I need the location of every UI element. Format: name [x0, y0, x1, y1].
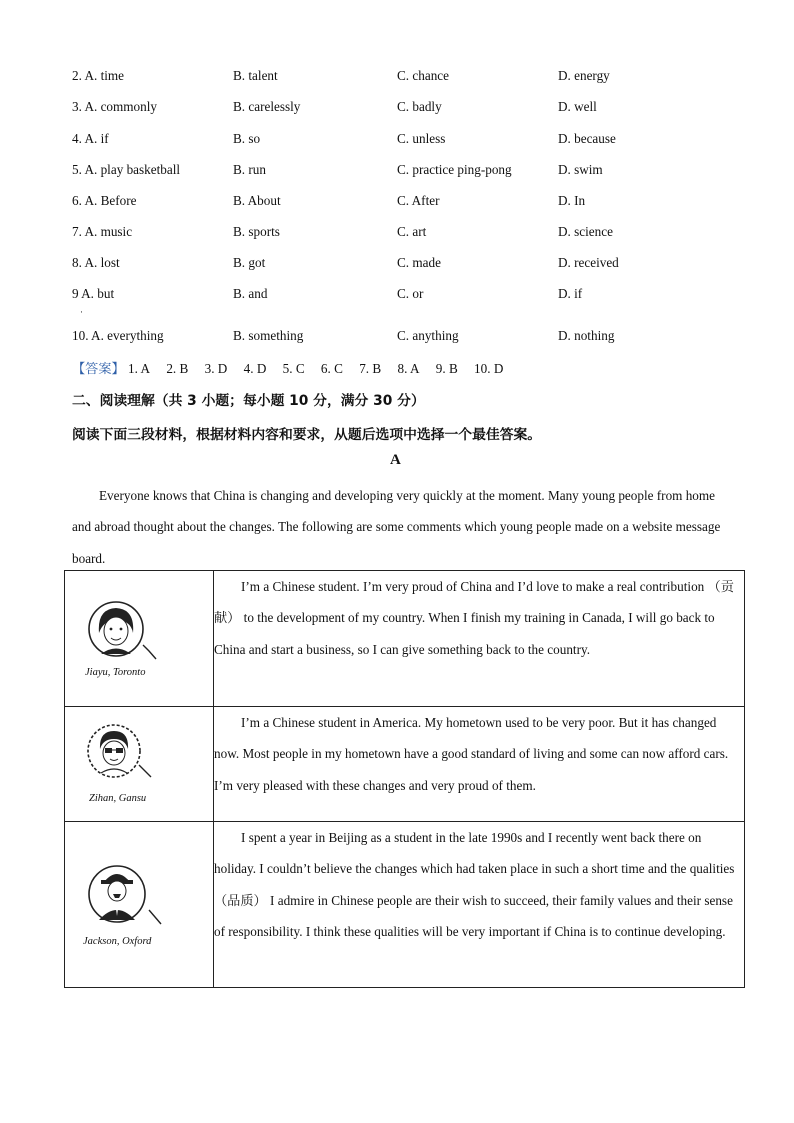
- question-row: 5. A. play basketball B. run C. practice ping-pong D. swim: [72, 162, 603, 177]
- comment-text: I’m a Chinese student. I’m very proud of China and I’d love to make a real contribution （贡献） to the development of my country. When I finish my training in Canada, I will go back to China and start a business, so I can give something back to the country.: [214, 571, 745, 707]
- avatar-caption: Jiayu, Toronto: [85, 667, 146, 678]
- option-d: D. swim: [558, 162, 603, 177]
- option-c: C. anything: [397, 328, 459, 343]
- option-b: B. About: [233, 193, 281, 208]
- answer-item: 1. A: [128, 361, 151, 376]
- option-b: B. something: [233, 328, 304, 343]
- avatar: [81, 860, 171, 945]
- table-row: [65, 707, 745, 822]
- option-d: D. energy: [558, 68, 610, 83]
- man-avatar-icon: [81, 860, 171, 940]
- option-d: D. because: [558, 131, 616, 146]
- avatar-cell: [65, 822, 214, 988]
- passage-intro: Everyone knows that China is changing and developing very quickly at the moment. Many young people from home and abroad thought about the changes. The following are some comments which young people made on a website message board.: [72, 488, 721, 566]
- option-c: C. unless: [397, 131, 446, 146]
- question-row: 6. A. Before B. About C. After D. In: [72, 193, 586, 208]
- avatar: [81, 599, 171, 674]
- question-row: 4. A. if B. so C. unless D. because: [72, 131, 616, 146]
- answer-item: 9. B: [435, 361, 458, 376]
- option-b: B. and: [233, 286, 268, 301]
- question-row: 10. A. everything B. something C. anything D. nothing: [72, 328, 615, 343]
- passage-label: A: [390, 452, 401, 468]
- comment-text: I spent a year in Beijing as a student in the late 1990s and I recently went back there on holiday. I couldn’t believe the changes which had taken place in such a short time and the qualities （品质） I admire in Chinese people are their wish to succeed, their family values and their sense of responsibility. I think these qualities will be very important if China is to continue developing.: [214, 822, 745, 988]
- answer-item: 5. C: [282, 361, 305, 376]
- option-c: C. chance: [397, 68, 449, 83]
- option-c: C. badly: [397, 99, 442, 114]
- avatar-caption: Jackson, Oxford: [83, 936, 152, 947]
- question-row: 3. A. commonly B. carelessly C. badly D. well: [72, 99, 597, 114]
- answer-item: 8. A: [397, 361, 420, 376]
- option-b: B. talent: [233, 68, 278, 83]
- comments-table: [64, 570, 745, 988]
- section-instruction: 阅读下面三段材料，根据材料内容和要求，从题后选项中选择一个最佳答案。: [72, 427, 542, 443]
- answer-item: 10. D: [474, 361, 504, 376]
- question-row: 2. A. time B. talent C. chance D. energy: [72, 68, 610, 83]
- option-b: B. got: [233, 255, 266, 270]
- option-d: D. science: [558, 224, 613, 239]
- avatar-cell: [65, 707, 214, 822]
- option-d: D. if: [558, 286, 583, 301]
- option-c: C. or: [397, 286, 424, 301]
- option-c: C. After: [397, 193, 440, 208]
- option-b: B. sports: [233, 224, 280, 239]
- comment-text: I’m a Chinese student in America. My hometown used to be very poor. But it has changed now. Most people in my hometown have a good standard of living and some can now afford cars. I’m very pleased with these changes and very proud of them.: [214, 707, 745, 822]
- table-row: [65, 571, 745, 707]
- question-row: 7. A. music B. sports C. art D. science: [72, 224, 613, 239]
- option-d: D. In: [558, 193, 586, 208]
- option-b: B. run: [233, 162, 266, 177]
- option-b: B. carelessly: [233, 99, 301, 114]
- option-c: C. art: [397, 224, 427, 239]
- section-title: 二、阅读理解（共 3 小题；每小题 10 分，满分 30 分）: [72, 393, 425, 409]
- option-b: B. so: [233, 131, 261, 146]
- table-row: [65, 822, 745, 988]
- option-c: C. made: [397, 255, 441, 270]
- avatar-caption: Zihan, Gansu: [89, 793, 147, 804]
- stray-dot: ·: [80, 307, 83, 317]
- option-c: C. practice ping-pong: [397, 162, 512, 177]
- avatar: [81, 721, 171, 796]
- answer-item: 6. C: [320, 361, 343, 376]
- answer-item: 4. D: [243, 361, 267, 376]
- woman-avatar-icon: [81, 599, 171, 669]
- option-d: D. nothing: [558, 328, 615, 343]
- answer-key: [72, 358, 516, 377]
- avatar-cell: [65, 571, 214, 707]
- answer-label: 【答案】: [72, 361, 125, 376]
- question-row: 8. A. lost B. got C. made D. received: [72, 255, 619, 270]
- option-d: D. received: [558, 255, 619, 270]
- boy-avatar-icon: [81, 721, 171, 791]
- answer-item: 3. D: [204, 361, 228, 376]
- option-d: D. well: [558, 99, 597, 114]
- question-row: 9 A. but B. and C. or D. if: [72, 286, 583, 301]
- answer-item: 7. B: [359, 361, 382, 376]
- answer-item: 2. B: [166, 361, 189, 376]
